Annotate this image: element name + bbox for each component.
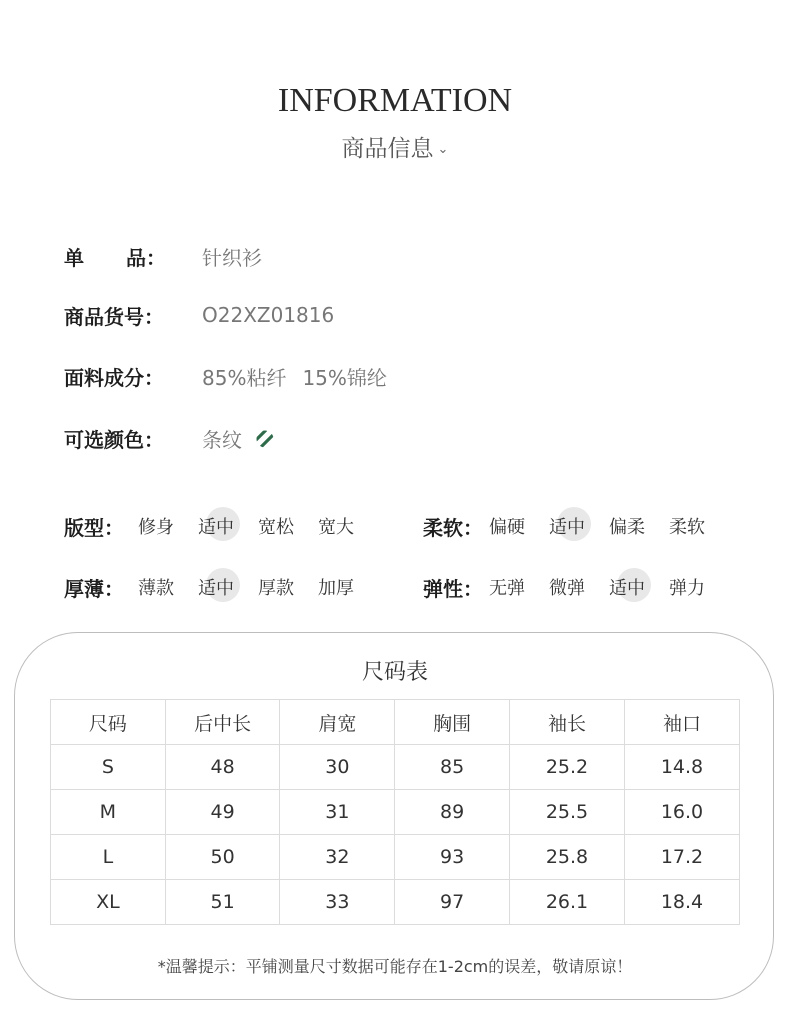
table-cell: 17.2 <box>624 835 739 880</box>
info-label-material: 面料成分： <box>64 365 164 390</box>
info-label-sku: 商品货号： <box>64 304 164 329</box>
table-cell: 25.5 <box>509 790 624 835</box>
table-cell: 25.2 <box>509 745 624 790</box>
attr-option-selected: 适中 <box>549 513 609 539</box>
info-value-item: 针织衫 <box>202 245 262 270</box>
info-row-color <box>64 423 274 453</box>
attr-softness <box>423 509 729 543</box>
table-cell: 93 <box>395 835 510 880</box>
table-header-cell: 袖长 <box>509 700 624 745</box>
table-cell: M <box>51 790 166 835</box>
attr-option: 偏柔 <box>609 517 645 538</box>
table-row <box>51 745 740 790</box>
info-row-item <box>64 241 262 271</box>
table-header-cell: 袖口 <box>624 700 739 745</box>
label-part: 品： <box>126 245 166 270</box>
attr-option: 偏硬 <box>489 517 525 538</box>
attr-option: 柔软 <box>669 517 705 538</box>
attr-elasticity <box>423 570 729 604</box>
table-cell: 97 <box>395 880 510 925</box>
table-header-row <box>51 700 740 745</box>
table-cell: 49 <box>165 790 280 835</box>
info-value-sku: O22XZ01816 <box>202 303 335 327</box>
info-row-sku <box>64 300 334 330</box>
attr-option: 微弹 <box>549 578 585 599</box>
attr-option: 宽大 <box>318 517 354 538</box>
attr-option: 宽松 <box>258 517 294 538</box>
table-cell: 50 <box>165 835 280 880</box>
table-cell: 18.4 <box>624 880 739 925</box>
attr-thickness <box>64 570 378 604</box>
table-header-cell: 尺码 <box>51 700 166 745</box>
table-cell: 14.8 <box>624 745 739 790</box>
table-cell: 32 <box>280 835 395 880</box>
table-header-cell: 肩宽 <box>280 700 395 745</box>
info-label-color: 可选颜色： <box>64 427 164 452</box>
info-value-color: 条纹 <box>202 427 242 452</box>
label-part: 单 <box>64 245 84 270</box>
attr-fit <box>64 509 378 543</box>
table-header-cell: 胸围 <box>395 700 510 745</box>
stripe-swatch-icon[interactable] <box>256 430 274 448</box>
size-table <box>50 699 740 925</box>
attr-option: 修身 <box>138 517 174 538</box>
table-row <box>51 835 740 880</box>
table-cell: 48 <box>165 745 280 790</box>
info-row-material <box>64 361 387 391</box>
attr-option-selected: 适中 <box>609 574 669 600</box>
table-cell: 16.0 <box>624 790 739 835</box>
attr-option: 加厚 <box>318 578 354 599</box>
table-cell: 89 <box>395 790 510 835</box>
subtitle-label: 商品信息 <box>341 136 434 162</box>
table-cell: 85 <box>395 745 510 790</box>
attr-option-selected: 适中 <box>198 513 258 539</box>
attr-option: 薄款 <box>138 578 174 599</box>
table-header-cell: 后中长 <box>165 700 280 745</box>
info-label-item <box>64 242 166 271</box>
table-cell: L <box>51 835 166 880</box>
table-cell: XL <box>51 880 166 925</box>
info-value-material-2: 15%锦纶 <box>302 365 387 390</box>
attr-label-softness: 柔软： <box>423 515 483 540</box>
chevron-down-icon: ⌄ <box>437 142 449 157</box>
measurement-note: *温馨提示：平铺测量尺寸数据可能存在1-2cm的误差，敬请原谅！ <box>157 957 633 976</box>
info-value-material-1: 85%粘纤 <box>202 365 287 390</box>
attr-option: 弹力 <box>669 578 705 599</box>
table-cell: 31 <box>280 790 395 835</box>
attr-option: 厚款 <box>258 578 294 599</box>
attr-option-selected: 适中 <box>198 574 258 600</box>
table-cell: 33 <box>280 880 395 925</box>
table-cell: 25.8 <box>509 835 624 880</box>
table-cell: S <box>51 745 166 790</box>
attr-label-elasticity: 弹性： <box>423 576 483 601</box>
table-row <box>51 790 740 835</box>
attr-option: 无弹 <box>489 578 525 599</box>
attr-label-fit: 版型： <box>64 515 124 540</box>
attr-label-thickness: 厚薄： <box>64 576 124 601</box>
page-title: INFORMATION <box>277 82 513 119</box>
size-chart-title: 尺码表 <box>361 660 428 685</box>
page-subtitle <box>0 130 790 163</box>
table-row <box>51 880 740 925</box>
table-cell: 30 <box>280 745 395 790</box>
table-cell: 26.1 <box>509 880 624 925</box>
table-cell: 51 <box>165 880 280 925</box>
